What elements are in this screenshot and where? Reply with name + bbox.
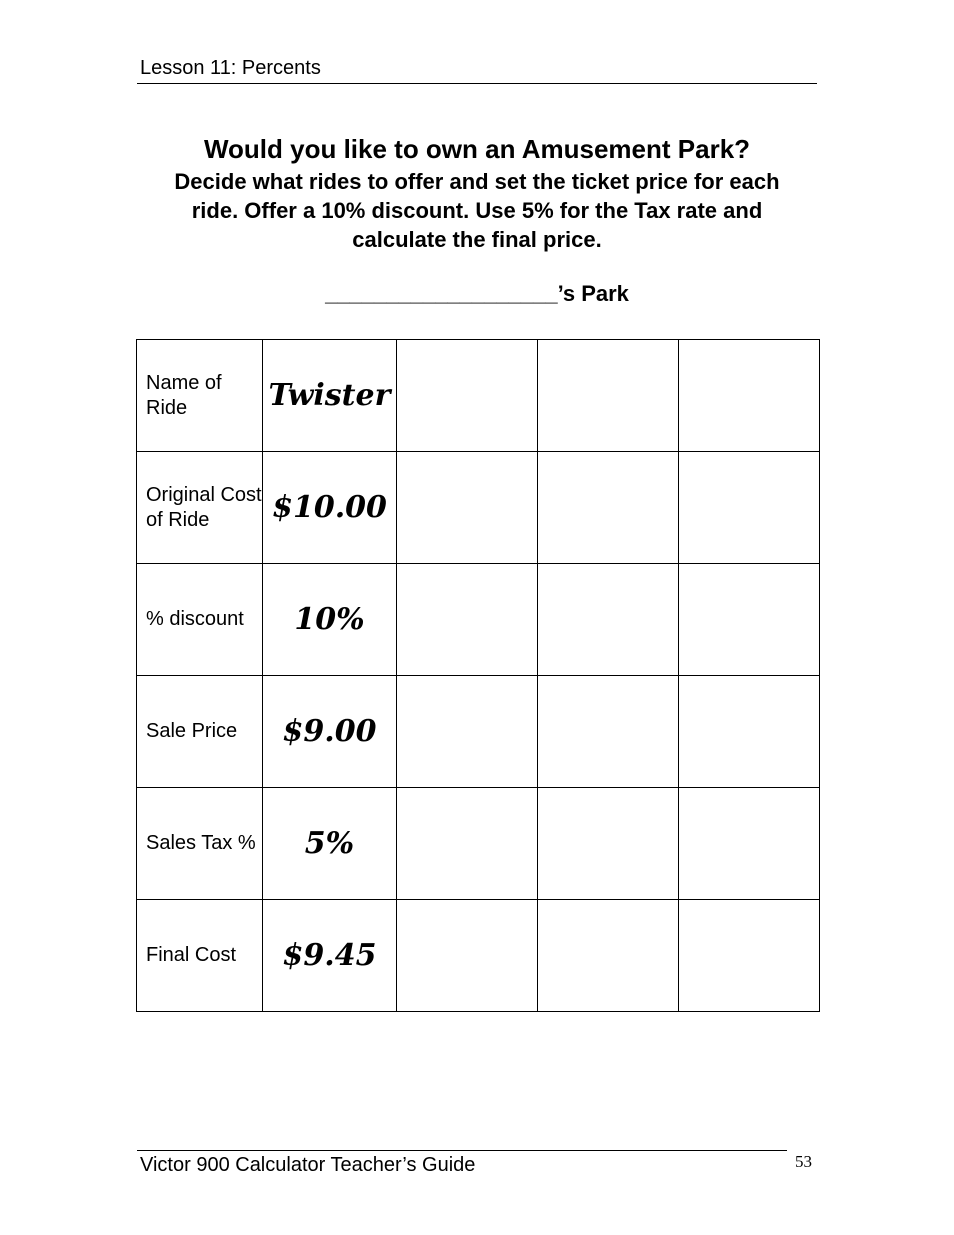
footer-guide-title: Victor 900 Calculator Teacher’s Guide (140, 1154, 476, 1176)
blank-entry-cell[interactable] (679, 564, 820, 676)
example-entry: $9.45 (263, 900, 397, 1012)
blank-entry-cell[interactable] (397, 900, 538, 1012)
blank-entry-cell[interactable] (397, 340, 538, 452)
blank-entry-cell[interactable] (679, 340, 820, 452)
park-name-line (0, 281, 954, 307)
example-entry: 10% (263, 564, 397, 676)
blank-entry-cell[interactable] (538, 900, 679, 1012)
example-entry: 5% (263, 788, 397, 900)
footer-divider (137, 1150, 787, 1151)
rides-table (136, 339, 820, 1012)
table-row (137, 788, 820, 900)
blank-entry-cell[interactable] (679, 676, 820, 788)
table-row (137, 452, 820, 564)
table-row (137, 564, 820, 676)
blank-entry-cell[interactable] (538, 340, 679, 452)
blank-entry-cell[interactable] (538, 452, 679, 564)
lesson-header: Lesson 11: Percents (140, 57, 321, 79)
blank-entry-cell[interactable] (538, 788, 679, 900)
row-label: Name of Ride (137, 340, 263, 452)
table-row (137, 340, 820, 452)
blank-entry-cell[interactable] (538, 564, 679, 676)
page-number: 53 (795, 1152, 812, 1171)
blank-entry-cell[interactable] (397, 676, 538, 788)
row-label: Sale Price (137, 676, 263, 788)
blank-entry-cell[interactable] (538, 676, 679, 788)
park-suffix: ’s Park (557, 281, 629, 306)
row-label: Final Cost (137, 900, 263, 1012)
table-row (137, 676, 820, 788)
row-label: % discount (137, 564, 263, 676)
example-entry: Twister (263, 340, 397, 452)
blank-entry-cell[interactable] (679, 788, 820, 900)
blank-entry-cell[interactable] (397, 452, 538, 564)
blank-entry-cell[interactable] (397, 788, 538, 900)
header-divider (137, 83, 817, 84)
instructions-text: Decide what rides to offer and set the ticket price for each ride. Offer a 10% discount. Use 5% for the Tax rate and calculate the final price. (174, 169, 780, 252)
table-row (137, 900, 820, 1012)
example-entry: $10.00 (263, 452, 397, 564)
park-name-blank[interactable]: ___________________ (325, 281, 558, 306)
row-label: Sales Tax % (137, 788, 263, 900)
blank-entry-cell[interactable] (679, 452, 820, 564)
page-title: Would you like to own an Amusement Park? (203, 134, 751, 164)
example-entry: $9.00 (263, 676, 397, 788)
blank-entry-cell[interactable] (679, 900, 820, 1012)
row-label: Original Cost of Ride (137, 452, 263, 564)
blank-entry-cell[interactable] (397, 564, 538, 676)
